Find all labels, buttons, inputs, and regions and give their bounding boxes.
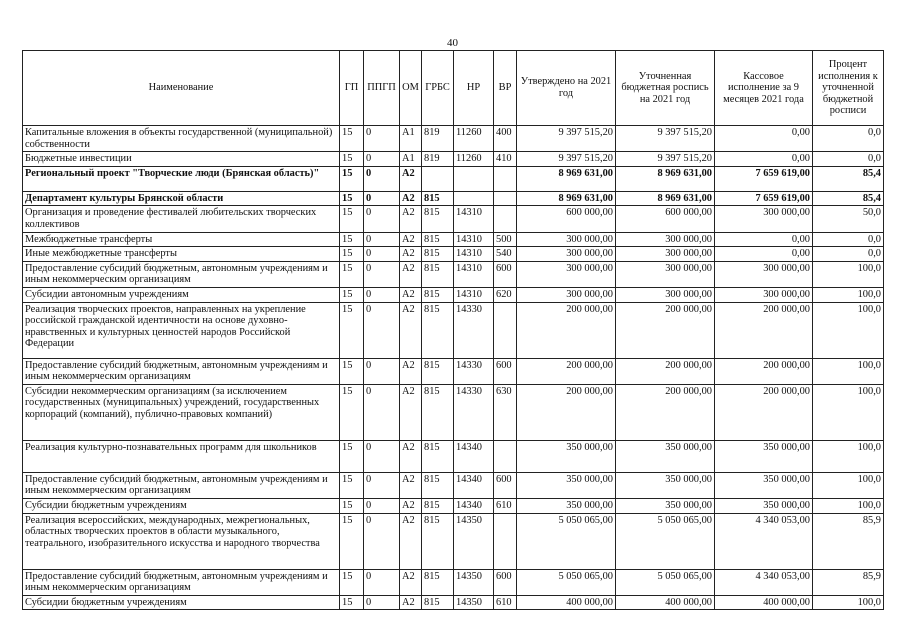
- column-header-ppgp: ППГП: [364, 51, 400, 126]
- cell-refined: 350 000,00: [616, 472, 715, 498]
- cell-grbs: 815: [422, 440, 454, 472]
- cell-executed: 4 340 053,00: [715, 513, 813, 569]
- cell-percent: 85,4: [813, 166, 884, 191]
- cell-percent: 100,0: [813, 358, 884, 384]
- cell-gp: 15: [340, 498, 364, 513]
- column-header-refined: Уточненная бюджетная роспись на 2021 год: [616, 51, 715, 126]
- cell-approved: 350 000,00: [517, 472, 616, 498]
- cell-percent: 50,0: [813, 206, 884, 232]
- cell-refined: 600 000,00: [616, 206, 715, 232]
- cell-gp: 15: [340, 358, 364, 384]
- cell-executed: 4 340 053,00: [715, 569, 813, 595]
- cell-om: А2: [400, 302, 422, 358]
- cell-percent: 100,0: [813, 472, 884, 498]
- cell-percent: 85,9: [813, 513, 884, 569]
- cell-vr: 610: [494, 498, 517, 513]
- cell-om: А2: [400, 232, 422, 247]
- table-row: [23, 384, 884, 440]
- cell-vr: [494, 440, 517, 472]
- cell-gp: 15: [340, 595, 364, 610]
- page-number: 40: [447, 37, 458, 49]
- cell-name: Региональный проект "Творческие люди (Брянская область)": [23, 166, 340, 191]
- cell-ppgp: 0: [364, 191, 400, 206]
- cell-percent: 0,0: [813, 247, 884, 262]
- cell-executed: 7 659 619,00: [715, 191, 813, 206]
- cell-vr: 610: [494, 595, 517, 610]
- cell-executed: 7 659 619,00: [715, 166, 813, 191]
- cell-percent: 100,0: [813, 498, 884, 513]
- cell-executed: 200 000,00: [715, 358, 813, 384]
- cell-approved: 300 000,00: [517, 247, 616, 262]
- cell-ppgp: 0: [364, 498, 400, 513]
- cell-ppgp: 0: [364, 232, 400, 247]
- cell-grbs: 815: [422, 358, 454, 384]
- cell-percent: 100,0: [813, 261, 884, 287]
- cell-grbs: 815: [422, 191, 454, 206]
- cell-percent: 100,0: [813, 287, 884, 302]
- cell-percent: 100,0: [813, 440, 884, 472]
- cell-refined: 8 969 631,00: [616, 191, 715, 206]
- cell-percent: 100,0: [813, 302, 884, 358]
- cell-refined: 300 000,00: [616, 247, 715, 262]
- cell-nr: 14350: [454, 569, 494, 595]
- cell-grbs: 815: [422, 472, 454, 498]
- cell-name: Предоставление субсидий бюджетным, автономным учреждениям и иным некоммерческим организациям: [23, 261, 340, 287]
- cell-percent: 85,9: [813, 569, 884, 595]
- cell-percent: 0,0: [813, 152, 884, 167]
- cell-refined: 300 000,00: [616, 232, 715, 247]
- cell-nr: 14310: [454, 232, 494, 247]
- cell-executed: 200 000,00: [715, 302, 813, 358]
- table-row: [23, 287, 884, 302]
- cell-executed: 0,00: [715, 247, 813, 262]
- cell-om: А2: [400, 358, 422, 384]
- cell-vr: 400: [494, 126, 517, 152]
- cell-name: Реализация всероссийских, международных, межрегиональных, областных творческих проектов в области музыкального, театрального, изобразительного искусства и народного творчества: [23, 513, 340, 569]
- cell-gp: 15: [340, 472, 364, 498]
- cell-vr: [494, 191, 517, 206]
- cell-name: Реализация культурно-познавательных программ для школьников: [23, 440, 340, 472]
- cell-grbs: 815: [422, 569, 454, 595]
- cell-refined: 200 000,00: [616, 358, 715, 384]
- budget-execution-table: [22, 50, 884, 610]
- table-row: [23, 302, 884, 358]
- cell-om: А2: [400, 595, 422, 610]
- cell-ppgp: 0: [364, 440, 400, 472]
- cell-vr: 540: [494, 247, 517, 262]
- cell-vr: [494, 513, 517, 569]
- cell-grbs: 815: [422, 595, 454, 610]
- cell-grbs: [422, 166, 454, 191]
- cell-ppgp: 0: [364, 287, 400, 302]
- table-row: [23, 206, 884, 232]
- table-header-row: [23, 51, 884, 126]
- cell-name: Межбюджетные трансферты: [23, 232, 340, 247]
- cell-nr: 14350: [454, 513, 494, 569]
- cell-approved: 5 050 065,00: [517, 513, 616, 569]
- cell-ppgp: 0: [364, 569, 400, 595]
- table-row: [23, 472, 884, 498]
- cell-gp: 15: [340, 287, 364, 302]
- cell-om: А2: [400, 513, 422, 569]
- cell-name: Реализация творческих проектов, направленных на укрепление российской гражданской идентичности на основе духовно-нравственных и культурных ценностей народов Российской Федерации: [23, 302, 340, 358]
- cell-percent: 100,0: [813, 384, 884, 440]
- cell-gp: 15: [340, 126, 364, 152]
- cell-ppgp: 0: [364, 302, 400, 358]
- cell-gp: 15: [340, 384, 364, 440]
- cell-name: Субсидии некоммерческим организациям (за исключением государственных (муниципальных) учреждений, государственных корпораций (компаний), публично-правовых компаний): [23, 384, 340, 440]
- cell-ppgp: 0: [364, 595, 400, 610]
- cell-om: А1: [400, 126, 422, 152]
- cell-approved: 400 000,00: [517, 595, 616, 610]
- cell-gp: 15: [340, 152, 364, 167]
- column-header-approved: Утверждено на 2021 год: [517, 51, 616, 126]
- cell-name: Бюджетные инвестиции: [23, 152, 340, 167]
- cell-nr: 14330: [454, 358, 494, 384]
- cell-ppgp: 0: [364, 358, 400, 384]
- cell-om: А1: [400, 152, 422, 167]
- cell-ppgp: 0: [364, 384, 400, 440]
- cell-vr: 600: [494, 261, 517, 287]
- cell-grbs: 815: [422, 287, 454, 302]
- cell-name: Организация и проведение фестивалей любительских творческих коллективов: [23, 206, 340, 232]
- cell-nr: 14340: [454, 472, 494, 498]
- cell-grbs: 815: [422, 384, 454, 440]
- cell-nr: 14340: [454, 440, 494, 472]
- cell-om: А2: [400, 261, 422, 287]
- cell-nr: 11260: [454, 126, 494, 152]
- column-header-executed: Кассовое исполнение за 9 месяцев 2021 года: [715, 51, 813, 126]
- cell-nr: 14310: [454, 287, 494, 302]
- cell-ppgp: 0: [364, 206, 400, 232]
- table-row: [23, 498, 884, 513]
- cell-ppgp: 0: [364, 472, 400, 498]
- cell-executed: 0,00: [715, 126, 813, 152]
- cell-vr: 410: [494, 152, 517, 167]
- table-row: [23, 232, 884, 247]
- cell-name: Субсидии бюджетным учреждениям: [23, 595, 340, 610]
- cell-nr: 14350: [454, 595, 494, 610]
- cell-ppgp: 0: [364, 166, 400, 191]
- cell-percent: 85,4: [813, 191, 884, 206]
- cell-executed: 0,00: [715, 152, 813, 167]
- cell-approved: 9 397 515,20: [517, 152, 616, 167]
- cell-approved: 8 969 631,00: [517, 166, 616, 191]
- table-row: [23, 166, 884, 191]
- cell-vr: 600: [494, 569, 517, 595]
- cell-name: Предоставление субсидий бюджетным, автономным учреждениям и иным некоммерческим организациям: [23, 358, 340, 384]
- cell-gp: 15: [340, 302, 364, 358]
- column-header-om: ОМ: [400, 51, 422, 126]
- cell-grbs: 815: [422, 513, 454, 569]
- cell-refined: 300 000,00: [616, 261, 715, 287]
- cell-gp: 15: [340, 261, 364, 287]
- cell-vr: 600: [494, 358, 517, 384]
- column-header-nr: НР: [454, 51, 494, 126]
- cell-gp: 15: [340, 191, 364, 206]
- cell-grbs: 815: [422, 302, 454, 358]
- cell-ppgp: 0: [364, 247, 400, 262]
- cell-executed: 350 000,00: [715, 472, 813, 498]
- table-row: [23, 152, 884, 167]
- cell-refined: 300 000,00: [616, 287, 715, 302]
- cell-refined: 5 050 065,00: [616, 569, 715, 595]
- cell-name: Предоставление субсидий бюджетным, автономным учреждениям и иным некоммерческим организациям: [23, 569, 340, 595]
- cell-grbs: 819: [422, 152, 454, 167]
- column-header-vr: ВР: [494, 51, 517, 126]
- cell-approved: 300 000,00: [517, 261, 616, 287]
- cell-nr: 11260: [454, 152, 494, 167]
- cell-approved: 8 969 631,00: [517, 191, 616, 206]
- cell-gp: 15: [340, 166, 364, 191]
- cell-executed: 200 000,00: [715, 384, 813, 440]
- table-row: [23, 595, 884, 610]
- cell-percent: 0,0: [813, 126, 884, 152]
- cell-approved: 200 000,00: [517, 302, 616, 358]
- cell-ppgp: 0: [364, 261, 400, 287]
- cell-refined: 200 000,00: [616, 384, 715, 440]
- cell-refined: 200 000,00: [616, 302, 715, 358]
- cell-om: А2: [400, 569, 422, 595]
- cell-percent: 100,0: [813, 595, 884, 610]
- cell-grbs: 815: [422, 232, 454, 247]
- cell-grbs: 815: [422, 261, 454, 287]
- cell-ppgp: 0: [364, 152, 400, 167]
- cell-name: Субсидии автономным учреждениям: [23, 287, 340, 302]
- cell-vr: 600: [494, 472, 517, 498]
- cell-approved: 300 000,00: [517, 287, 616, 302]
- column-header-percent: Процент исполнения к уточненной бюджетной росписи: [813, 51, 884, 126]
- cell-nr: 14310: [454, 261, 494, 287]
- cell-ppgp: 0: [364, 126, 400, 152]
- cell-grbs: 815: [422, 498, 454, 513]
- cell-gp: 15: [340, 569, 364, 595]
- cell-vr: 630: [494, 384, 517, 440]
- cell-executed: 400 000,00: [715, 595, 813, 610]
- cell-approved: 350 000,00: [517, 440, 616, 472]
- cell-approved: 600 000,00: [517, 206, 616, 232]
- cell-ppgp: 0: [364, 513, 400, 569]
- cell-grbs: 819: [422, 126, 454, 152]
- cell-om: А2: [400, 472, 422, 498]
- cell-percent: 0,0: [813, 232, 884, 247]
- cell-om: А2: [400, 440, 422, 472]
- cell-gp: 15: [340, 206, 364, 232]
- cell-vr: 500: [494, 232, 517, 247]
- cell-nr: [454, 166, 494, 191]
- table-row: [23, 569, 884, 595]
- cell-refined: 350 000,00: [616, 440, 715, 472]
- cell-approved: 200 000,00: [517, 358, 616, 384]
- table-row: [23, 126, 884, 152]
- table-row: [23, 358, 884, 384]
- cell-om: А2: [400, 206, 422, 232]
- cell-vr: [494, 302, 517, 358]
- cell-approved: 350 000,00: [517, 498, 616, 513]
- cell-name: Департамент культуры Брянской области: [23, 191, 340, 206]
- cell-name: Капитальные вложения в объекты государственной (муниципальной) собственности: [23, 126, 340, 152]
- column-header-name: Наименование: [23, 51, 340, 126]
- cell-name: Предоставление субсидий бюджетным, автономным учреждениям и иным некоммерческим организациям: [23, 472, 340, 498]
- cell-approved: 5 050 065,00: [517, 569, 616, 595]
- cell-gp: 15: [340, 440, 364, 472]
- cell-om: А2: [400, 287, 422, 302]
- column-header-gp: ГП: [340, 51, 364, 126]
- cell-executed: 0,00: [715, 232, 813, 247]
- cell-nr: 14340: [454, 498, 494, 513]
- cell-gp: 15: [340, 232, 364, 247]
- cell-nr: 14310: [454, 206, 494, 232]
- cell-approved: 200 000,00: [517, 384, 616, 440]
- cell-approved: 9 397 515,20: [517, 126, 616, 152]
- cell-om: А2: [400, 166, 422, 191]
- cell-name: Иные межбюджетные трансферты: [23, 247, 340, 262]
- cell-om: А2: [400, 498, 422, 513]
- cell-refined: 8 969 631,00: [616, 166, 715, 191]
- cell-gp: 15: [340, 513, 364, 569]
- cell-gp: 15: [340, 247, 364, 262]
- cell-name: Субсидии бюджетным учреждениям: [23, 498, 340, 513]
- cell-executed: 300 000,00: [715, 287, 813, 302]
- column-header-grbs: ГРБС: [422, 51, 454, 126]
- cell-om: А2: [400, 384, 422, 440]
- table-row: [23, 440, 884, 472]
- cell-grbs: 815: [422, 206, 454, 232]
- cell-vr: [494, 166, 517, 191]
- cell-approved: 300 000,00: [517, 232, 616, 247]
- table-row: [23, 191, 884, 206]
- cell-nr: 14330: [454, 384, 494, 440]
- cell-nr: [454, 191, 494, 206]
- cell-executed: 350 000,00: [715, 440, 813, 472]
- cell-executed: 300 000,00: [715, 206, 813, 232]
- cell-om: А2: [400, 247, 422, 262]
- table-row: [23, 513, 884, 569]
- cell-refined: 9 397 515,20: [616, 152, 715, 167]
- cell-refined: 350 000,00: [616, 498, 715, 513]
- cell-vr: [494, 206, 517, 232]
- cell-executed: 300 000,00: [715, 261, 813, 287]
- cell-refined: 400 000,00: [616, 595, 715, 610]
- cell-om: А2: [400, 191, 422, 206]
- cell-grbs: 815: [422, 247, 454, 262]
- table-row: [23, 247, 884, 262]
- cell-vr: 620: [494, 287, 517, 302]
- cell-refined: 5 050 065,00: [616, 513, 715, 569]
- cell-nr: 14330: [454, 302, 494, 358]
- cell-refined: 9 397 515,20: [616, 126, 715, 152]
- cell-nr: 14310: [454, 247, 494, 262]
- cell-executed: 350 000,00: [715, 498, 813, 513]
- table-row: [23, 261, 884, 287]
